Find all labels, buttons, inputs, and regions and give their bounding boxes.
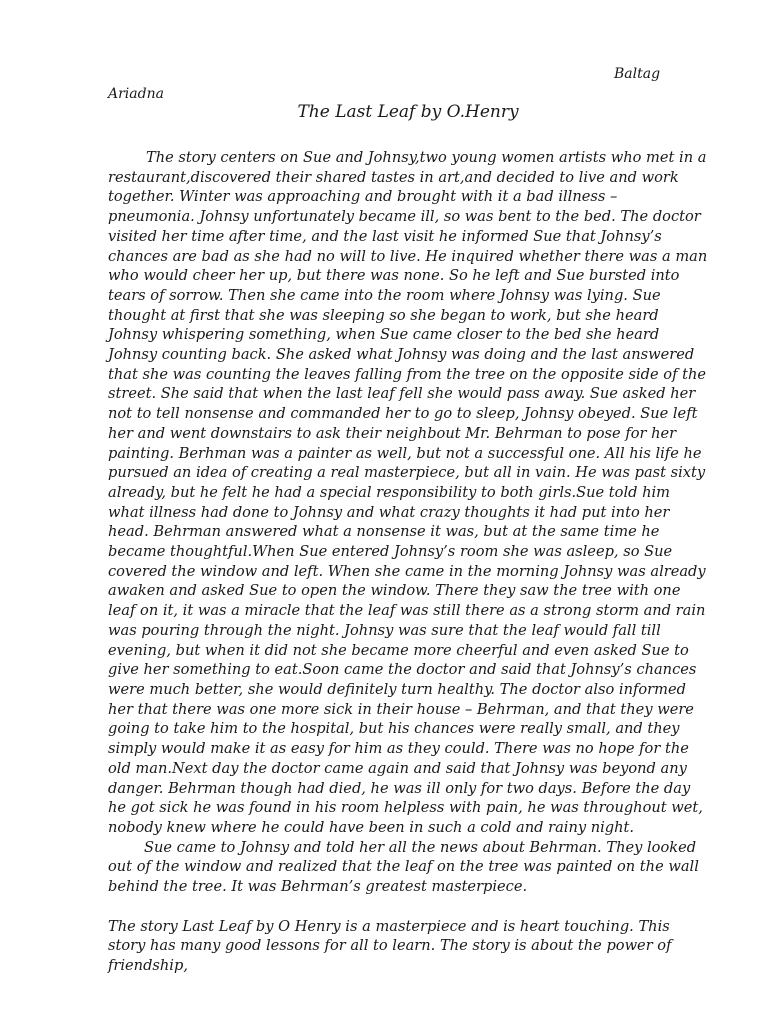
paragraph-summary: The story centers on Sue and Johnsy,two young women artists who met in a restaurant,discovered their shared tastes in art,and decided to live and work together. Winter was approaching and brought with it a bad illness – pneumonia. Johnsy unfortunately became ill, so was bent to the bed. The doctor visited her time after time, and the last visit he informed Sue that Johnsy’s chances are bad as she had no will to live. He inquired whether there was a man who would cheer her up, but there was none. So he left and Sue bursted into tears of sorrow. Then she came into the room where Johnsy was lying. Sue thought at first that she was sleeping so she began to work, but she heard Johnsy whispering something, when Sue came closer to the bed she heard Johnsy counting back. She asked what Johnsy was doing and the last answered that she was counting the leaves falling from the tree on the opposite side of the street. She said that when the last leaf fell she would pass away. Sue asked her not to tell nonsense and commanded her to go to sleep, Johnsy obeyed. Sue left her and went downstairs to ask their neighbout Mr. Behrman to pose for her painting. Berhman was a painter as well, but not a successful one. All his life he pursued an idea of creating a real masterpiece, but all in vain. He was past sixty already, but he felt he had a special responsibility to both girls.Sue told him what illness had done to Johnsy and what crazy thoughts it had put into her head. Behrman answered what a nonsense it was, but at the same time he became thoughtful.When Sue entered Johnsy’s room she was asleep, so Sue covered the window and left. When she came in the morning Johnsy was already awaken and asked Sue to open the window. There they saw the tree with one leaf on it, it was a miracle that the leaf was still there as a strong storm and rain was pouring through the night. Johnsy was sure that the leaf would fall till evening, but when it did not she became more cheerful and even asked Sue to give her something to eat.Soon came the doctor and said that Johnsy’s chances were much better, she would definitely turn healthy. The doctor also informed her that there was one more sick in their house – Behrman, and that they were going to take him to the hospital, but his chances were really small, and they simply would make it as easy for him as they could. There was no hope for the old man.Next day the doctor came again and said that Johnsy was beyond any danger. Behrman though had died, he was ill only for two days. Before the day he got sick he was found in his room helpless with pain, he was throughout wet, nobody knew where he could have been in such a cold and rainy night. [108,149,708,836]
document-body [108,148,708,976]
document-title: The Last Leaf by O.Henry [297,102,519,122]
paragraph-opinion: The story Last Leaf by O Henry is a masterpiece and is heart touching. This story has many good lessons for all to learn. The story is about the power of friendship, [108,917,672,975]
author-surname: Baltag [614,66,661,82]
paragraph-ending: Sue came to Johnsy and told her all the news about Behrman. They looked out of the window and realized that the leaf on the tree was painted on the wall behind the tree. It was Behrman’s greatest masterpiece. [108,838,699,896]
author-name: Ariadna [108,86,164,102]
